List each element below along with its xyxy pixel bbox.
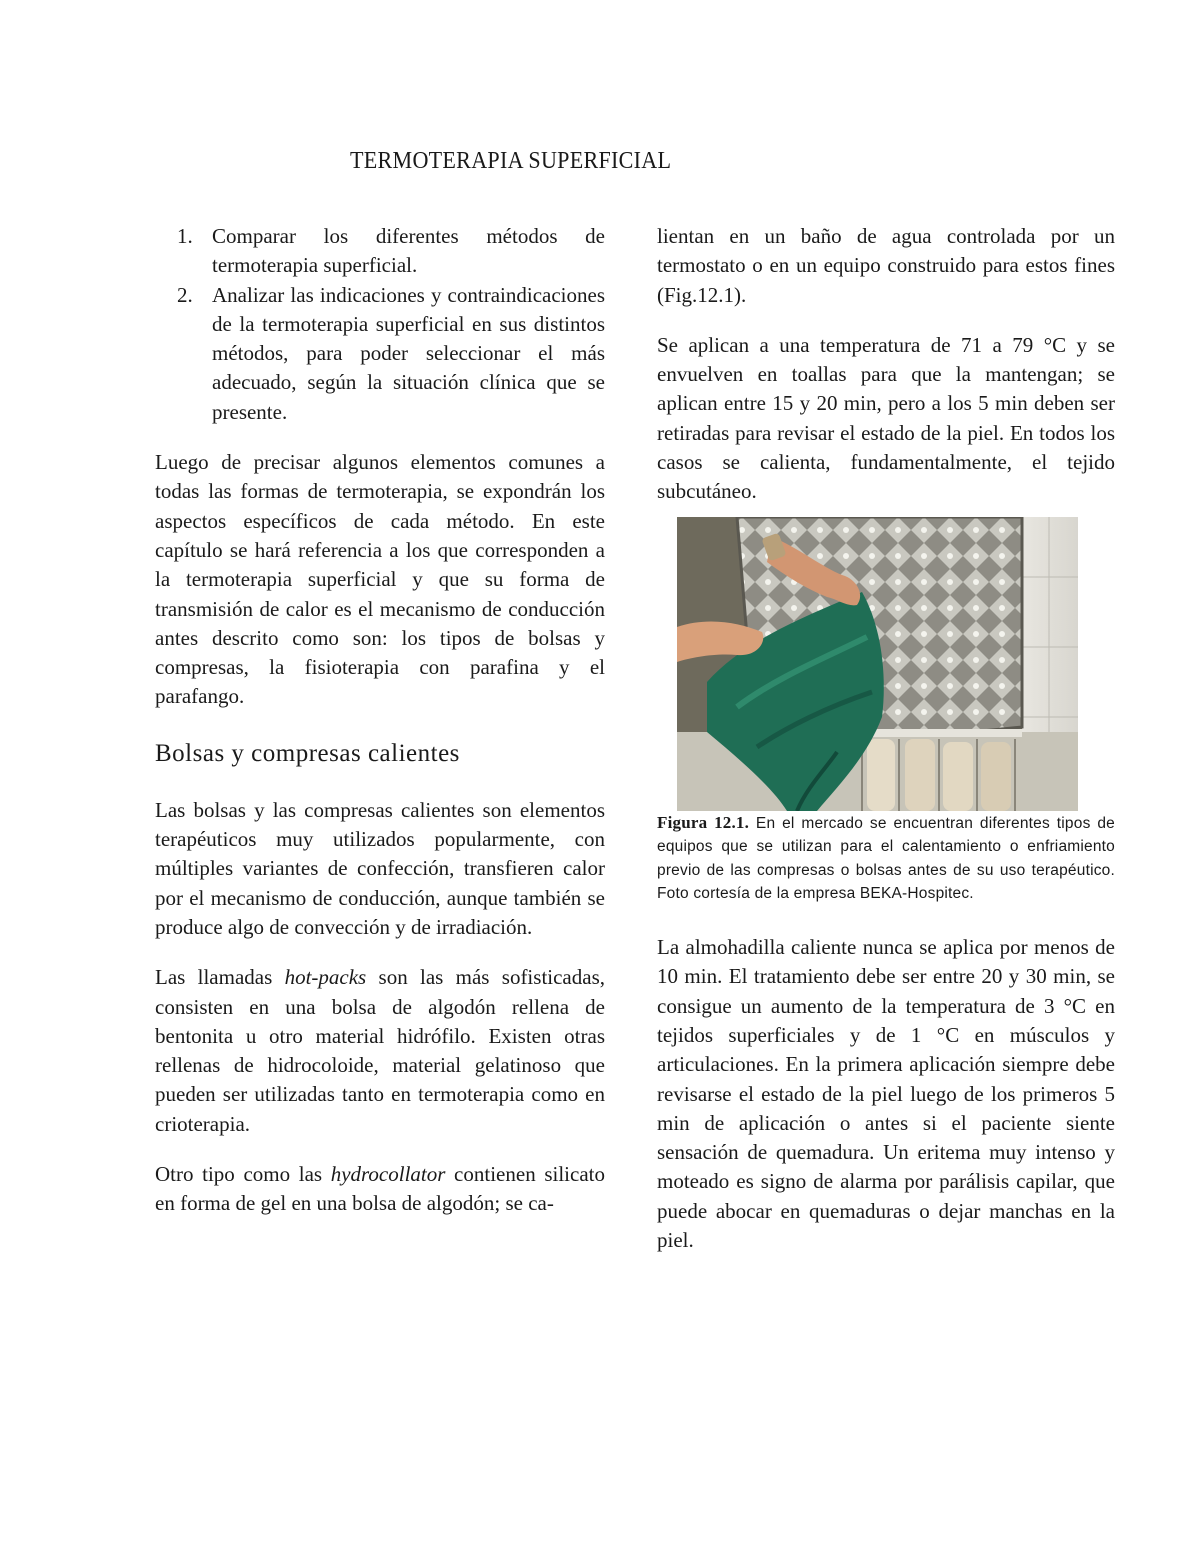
list-item-number: 1. [177, 224, 193, 248]
intro-paragraph: Luego de precisar algunos elementos comunes a todas las formas de termoterapia, se expondrán los aspectos específicos de cada método. En este capítulo se hará referencia a los que corresponden a la termoterapia superficial y que su forma de transmisión de calor es el mecanismo de conducción antes descrito como son: los tipos de bolsas y compresas, la fisioterapia con parafina y el parafango. [155, 450, 605, 709]
figure-photo [677, 517, 1078, 811]
hot-pack-heater-illustration [677, 517, 1078, 811]
body-paragraph [155, 1160, 605, 1219]
figure-label: Figura 12.1. [657, 812, 750, 832]
body-paragraph: Se aplican a una temperatura de 71 a 79 °C y se envuelven en toallas para que la mantengan; se aplican entre 15 y 20 min, pero a los 5 min deben ser retiradas para revisar el estado de la piel. En todos los casos se calienta, fundamentalmente, el tejido subcutáneo. [657, 332, 1115, 504]
italic-term: hot-packs [284, 965, 367, 990]
objectives-list [155, 222, 605, 427]
list-item [155, 281, 605, 427]
figure-caption-text: En el mercado se encuentran diferentes tipos de equipos que se utilizan para el calentamiento o enfriamiento previo de las compresas o bolsas antes de su uso terapéutico. Foto cortesía de la empresa BEKA-Hospitec. [657, 814, 1115, 903]
body-paragraph: La almohadilla caliente nunca se aplica por menos de 10 min. El tratamiento debe ser entre 20 y 30 min, se consigue un aumento de la temperatura de 3 °C en tejidos superficiales y de 1 °C en músculos y articulaciones. En la primera aplicación siempre debe revisarse el estado de la piel luego de los primeros 5 min de aplicación o antes si el paciente siente sensación de quemadura. Un eritema muy intenso y moteado es signo de alarma por parálisis capilar, que puede abocar en quemaduras o dejar manchas en la piel. [657, 935, 1115, 1253]
body-paragraph: lientan en un baño de agua controlada por un termostato o en un equipo construido para estos fines (Fig.12.1). [657, 224, 1115, 307]
list-item-number: 2. [177, 282, 193, 307]
page-title: TERMOTERAPIA SUPERFICIAL [350, 148, 672, 174]
text-span: Las llamadas [155, 965, 285, 990]
body-paragraph [155, 963, 605, 1139]
italic-term: hydrocollator [330, 1162, 446, 1187]
text-span: contienen silicato en forma de gel en una bolsa de algodón; se ca- [155, 1162, 605, 1216]
text-span: Otro tipo como las [155, 1162, 331, 1187]
left-column [155, 222, 605, 1219]
body-paragraph: Las bolsas y las compresas calientes son elementos terapéuticos muy utilizados popularmente, con múltiples variantes de confección, transfieren calor por el mecanismo de conducción, aunque también se produce algo de convección y de irradiación. [155, 797, 605, 939]
list-item-text: Comparar los diferentes métodos de termoterapia superficial. [212, 224, 605, 278]
figure-caption [657, 811, 1115, 906]
list-item [155, 222, 605, 281]
list-item-text: Analizar las indicaciones y contraindicaciones de la termoterapia superficial en sus distintos métodos, para poder seleccionar el más adecuado, según la situación clínica que se presente. [212, 282, 605, 424]
section-heading: Bolsas y compresas calientes [155, 739, 460, 767]
text-span: son las más sofisticadas, consisten en una bolsa de algodón rellena de bentonita u otro material hidrófilo. Existen otras rellenas de hidrocoloide, material gelatinoso que pueden ser utilizadas tanto en termoterapia como en crioterapia. [155, 965, 605, 1136]
right-column [657, 222, 1115, 1255]
